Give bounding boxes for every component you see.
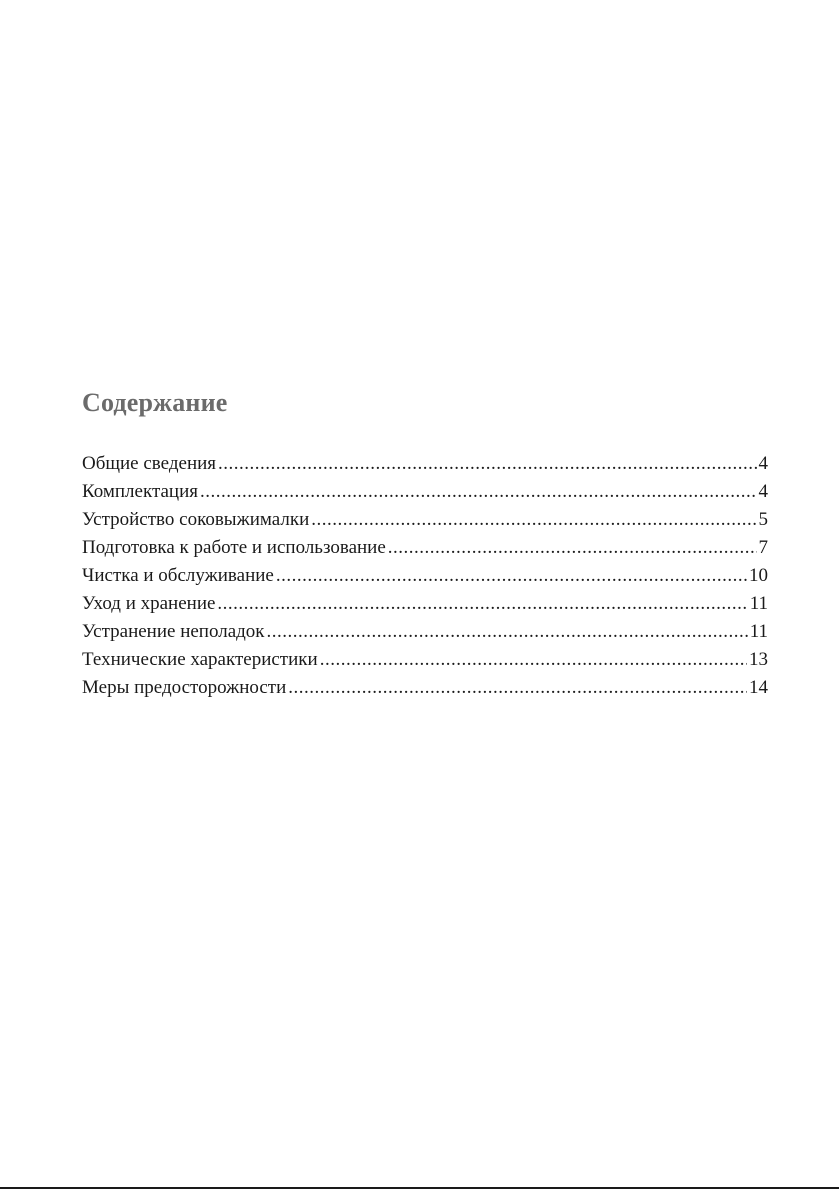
- toc-entry-page: 4: [758, 453, 768, 474]
- toc-entry-page: 11: [749, 593, 768, 614]
- toc-entry-page: 7: [758, 537, 768, 558]
- dot-leader: [276, 562, 747, 590]
- toc-entry-package-contents[interactable]: [82, 478, 768, 506]
- toc-entry-cleaning-and-maintenance[interactable]: [82, 562, 768, 590]
- dot-leader: [267, 618, 748, 646]
- toc-entry-page: 11: [749, 621, 768, 642]
- toc-entry-specifications[interactable]: [82, 646, 768, 674]
- toc-entry-label: Технические характеристики: [82, 649, 318, 670]
- toc-entry-page: 4: [758, 481, 768, 502]
- toc-entry-page: 13: [749, 649, 768, 670]
- toc-entry-care-and-storage[interactable]: [82, 590, 768, 618]
- toc-entry-page: 5: [758, 509, 768, 530]
- toc-entry-label: Чистка и обслуживание: [82, 565, 274, 586]
- toc-entry-juicer-structure[interactable]: [82, 506, 768, 534]
- toc-entry-general-info[interactable]: [82, 450, 768, 478]
- toc-entry-label: Меры предосторожности: [82, 677, 287, 698]
- toc-entry-label: Уход и хранение: [82, 593, 216, 614]
- toc-entry-page: 14: [749, 677, 768, 698]
- table-of-contents: [82, 450, 768, 702]
- page-title: Содержание: [82, 388, 228, 417]
- dot-leader: [388, 534, 757, 562]
- dot-leader: [311, 506, 756, 534]
- dot-leader: [217, 590, 747, 618]
- toc-entry-preparation-and-use[interactable]: [82, 534, 768, 562]
- toc-entry-label: Устранение неполадок: [82, 621, 265, 642]
- toc-entry-page: 10: [749, 565, 768, 586]
- dot-leader: [200, 478, 757, 506]
- toc-entry-safety-precautions[interactable]: [82, 674, 768, 702]
- toc-entry-label: Комплектация: [82, 481, 198, 502]
- toc-entry-label: Общие сведения: [82, 453, 217, 474]
- dot-leader: [218, 450, 756, 478]
- toc-entry-label: Устройство соковыжималки: [82, 509, 310, 530]
- toc-entry-label: Подготовка к работе и использование: [82, 537, 386, 558]
- dot-leader: [320, 646, 747, 674]
- toc-entry-troubleshooting[interactable]: [82, 618, 768, 646]
- dot-leader: [288, 674, 747, 702]
